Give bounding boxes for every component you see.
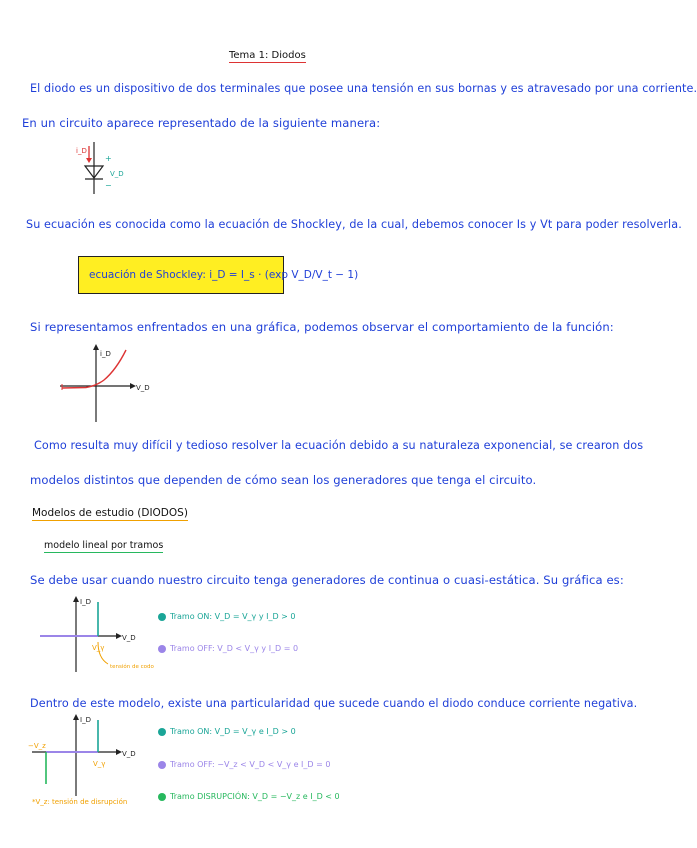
breakdown-model-graph (26, 712, 156, 802)
graph1-x-label: V_D (136, 384, 150, 392)
linear-model-graph (36, 592, 166, 678)
paragraph-graph-intro: Si representamos enfrentados en una gráfica, podemos observar el comportamiento de la función: (30, 320, 614, 334)
legend-dot (158, 793, 166, 801)
subsection-heading: modelo lineal por tramos (44, 540, 164, 551)
shockley-formula: ecuación de Shockley: i_D = I_s · (exp V_D/V_t − 1) (89, 269, 359, 281)
current-label: i_D (76, 147, 87, 155)
legend-item: Tramo DISRUPCIÓN: V_D = −V_z e I_D < 0 (158, 792, 340, 801)
shockley-formula-box (78, 256, 359, 294)
graph2-y-label: I_D (80, 598, 91, 606)
minus-sign: − (105, 181, 112, 190)
graph2-v-gamma: V_γ (92, 644, 105, 652)
paragraph-circuit-intro: En un circuito aparece representado de la siguiente manera: (22, 116, 381, 130)
legend-dot (158, 613, 166, 621)
legend-dot (158, 645, 166, 653)
paragraph-models-b: modelos distintos que dependen de cómo sean los generadores que tenga el circuito. (30, 473, 537, 487)
graph3-y-label: I_D (80, 716, 91, 724)
paragraph-models-a: Como resulta muy difícil y tedioso resolver la ecuación debido a su naturaleza exponencial, se crearon dos (34, 439, 644, 452)
legend-item: Tramo OFF: V_D < V_γ y I_D = 0 (158, 644, 298, 653)
graph1-y-label: i_D (100, 350, 111, 358)
graph3-neg-vz: −V_z (28, 742, 46, 750)
paragraph-negative-current: Dentro de este modelo, existe una particularidad que sucede cuando el diodo conduce corriente negativa. (30, 697, 638, 710)
graph2-x-label: V_D (122, 634, 136, 642)
paragraph-diode-definition: El diodo es un dispositivo de dos terminales que posee una tensión en sus bornas y es atravesado por una corriente. (30, 82, 697, 95)
paragraph-shockley: Su ecuación es conocida como la ecuación de Shockley, de la cual, debemos conocer Is y Vt para poder resolverla. (26, 218, 682, 231)
graph2-annotation: tensión de codo (110, 664, 154, 670)
legend-dot (158, 761, 166, 769)
graph3-v-gamma: V_γ (93, 760, 106, 768)
section-heading: Modelos de estudio (DIODOS) (32, 507, 188, 519)
page-title: Tema 1: Diodos (229, 50, 306, 61)
shockley-graph (56, 340, 150, 426)
voltage-label: V_D (110, 170, 124, 178)
graph3-x-label: V_D (122, 750, 136, 758)
legend-dot (158, 728, 166, 736)
legend-item: Tramo ON: V_D = V_γ e I_D > 0 (158, 727, 296, 736)
diode-symbol (74, 138, 134, 200)
legend-item: Tramo ON: V_D = V_γ y I_D > 0 (158, 612, 296, 621)
legend-item: Tramo OFF: −V_z < V_D < V_γ e I_D = 0 (158, 760, 330, 769)
plus-sign: + (105, 154, 112, 163)
paragraph-model-usage: Se debe usar cuando nuestro circuito tenga generadores de continua o cuasi-estática. Su gráfica es: (30, 573, 624, 587)
graph3-annotation: *V_z: tensión de disrupción (32, 798, 128, 806)
